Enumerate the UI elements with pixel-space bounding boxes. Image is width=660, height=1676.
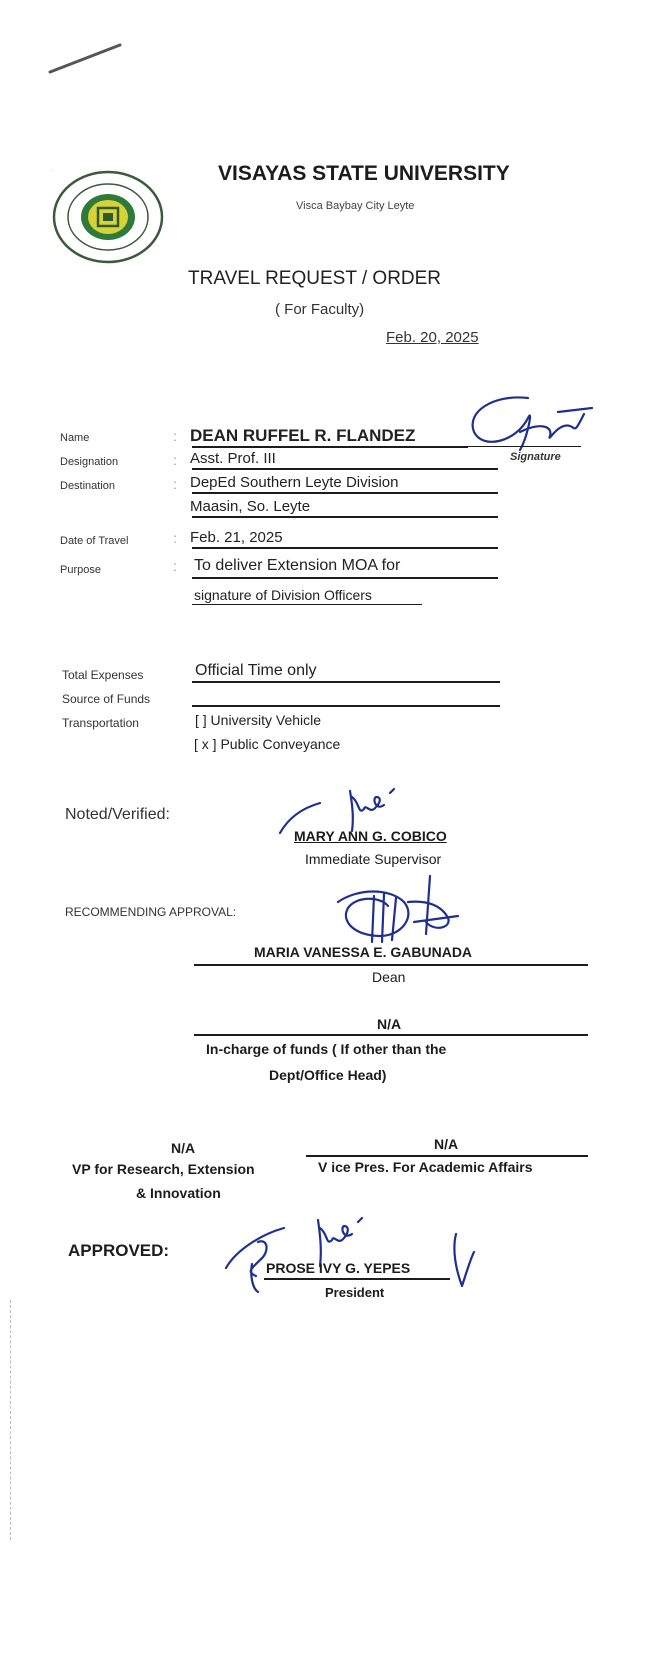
university-name: VISAYAS STATE UNIVERSITY bbox=[218, 162, 510, 185]
president-name: PROSE IVY G. YEPES bbox=[266, 1260, 411, 1276]
funds-title-line1: In-charge of funds ( If other than the bbox=[206, 1041, 447, 1057]
form-subtitle: ( For Faculty) bbox=[275, 301, 365, 318]
destination-line1-rule bbox=[192, 492, 498, 494]
destination-label: Destination bbox=[60, 480, 116, 492]
date-travel-line bbox=[192, 547, 498, 549]
designation-value: Asst. Prof. III bbox=[190, 450, 276, 467]
destination-line2: Maasin, So. Leyte bbox=[190, 498, 311, 515]
purpose-line2-rule bbox=[192, 604, 422, 605]
seal-text bbox=[52, 170, 53, 171]
transport-option-public-conveyance: [ x ] Public Conveyance bbox=[194, 736, 341, 752]
designation-colon: : bbox=[173, 452, 177, 468]
dean-name: MARIA VANESSA E. GABUNADA bbox=[254, 944, 473, 960]
transportation-label: Transportation bbox=[62, 716, 139, 730]
source-funds-label: Source of Funds bbox=[62, 692, 151, 706]
total-expenses-line bbox=[192, 681, 500, 683]
date-travel-label: Date of Travel bbox=[60, 535, 129, 547]
purpose-line2: signature of Division Officers bbox=[194, 587, 372, 603]
president-title: President bbox=[325, 1285, 385, 1300]
name-line bbox=[192, 446, 468, 448]
destination-line2-rule bbox=[192, 516, 498, 518]
signature-line bbox=[468, 446, 581, 447]
name-label: Name bbox=[60, 432, 90, 444]
source-funds-line bbox=[192, 705, 500, 707]
supervisor-name: MARY ANN G. COBICO bbox=[294, 828, 447, 844]
funds-title-line2: Dept/Office Head) bbox=[269, 1067, 387, 1083]
funds-name: N/A bbox=[377, 1016, 402, 1032]
dean-signature bbox=[318, 872, 468, 952]
vp-research-title-line1: VP for Research, Extension bbox=[72, 1161, 255, 1177]
purpose-line1-rule bbox=[192, 577, 498, 579]
dean-title: Dean bbox=[372, 969, 406, 985]
date-travel-colon: : bbox=[173, 530, 177, 546]
purpose-colon: : bbox=[173, 558, 177, 574]
name-value: DEAN RUFFEL R. FLANDEZ bbox=[190, 426, 416, 445]
vp-research-title-line2: & Innovation bbox=[136, 1185, 221, 1201]
university-seal bbox=[52, 170, 164, 264]
university-address: Visca Baybay City Leyte bbox=[296, 200, 415, 212]
president-line bbox=[264, 1278, 450, 1280]
funds-line bbox=[194, 1034, 588, 1036]
scan-edge bbox=[10, 1300, 12, 1540]
destination-line1: DepEd Southern Leyte Division bbox=[190, 474, 399, 491]
vp-academic-line bbox=[306, 1155, 588, 1157]
vp-academic-name: N/A bbox=[434, 1136, 459, 1152]
date-travel-value: Feb. 21, 2025 bbox=[190, 529, 283, 546]
supervisor-title: Immediate Supervisor bbox=[305, 851, 442, 867]
form-date: Feb. 20, 2025 bbox=[386, 329, 479, 346]
vp-academic-title: V ice Pres. For Academic Affairs bbox=[318, 1159, 533, 1175]
signature-label: Signature bbox=[510, 451, 561, 463]
purpose-label: Purpose bbox=[60, 564, 101, 576]
form-title: TRAVEL REQUEST / ORDER bbox=[188, 268, 442, 289]
pen-mark bbox=[45, 40, 125, 80]
vp-research-name: N/A bbox=[171, 1140, 196, 1156]
total-expenses-label: Total Expenses bbox=[62, 668, 144, 682]
recommending-label: RECOMMENDING APPROVAL: bbox=[65, 905, 237, 919]
dean-line bbox=[194, 964, 588, 966]
name-colon: : bbox=[173, 428, 177, 444]
transport-option-university-vehicle: [ ] University Vehicle bbox=[195, 712, 322, 728]
purpose-line1: To deliver Extension MOA for bbox=[194, 557, 401, 574]
designation-line bbox=[192, 468, 498, 470]
approved-label: APPROVED: bbox=[68, 1241, 170, 1260]
designation-label: Designation bbox=[60, 456, 119, 468]
destination-colon: : bbox=[173, 476, 177, 492]
total-expenses-value: Official Time only bbox=[195, 662, 317, 679]
noted-label: Noted/Verified: bbox=[65, 806, 170, 823]
